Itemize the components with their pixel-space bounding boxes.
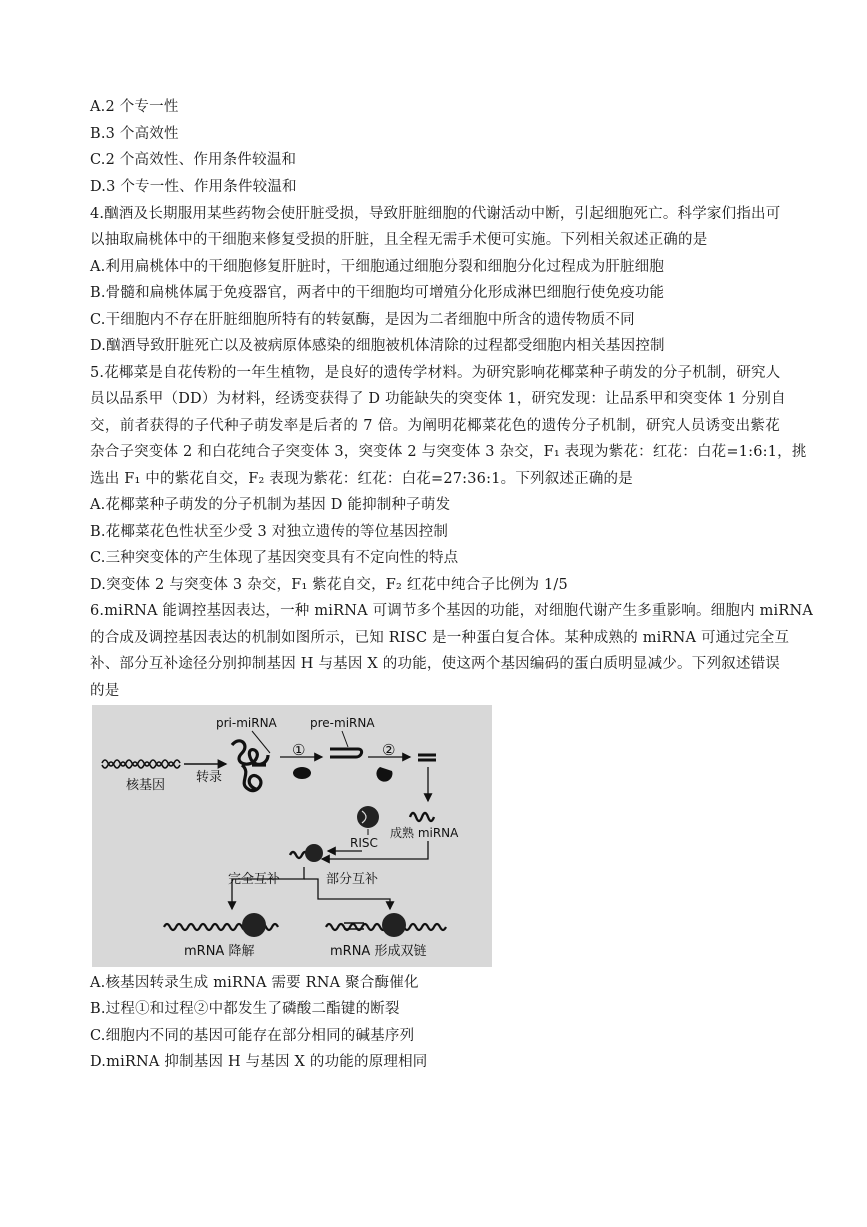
option-3b: B.3 个高效性 bbox=[90, 126, 179, 142]
mirna-diagram bbox=[92, 705, 492, 967]
option-5d: D.突变体 2 与突变体 3 杂交，F₁ 紫花自交，F₂ 红花中纯合子比例为 1/5 bbox=[90, 577, 568, 593]
option-4d: D.酗酒导致肝脏死亡以及被病原体感染的细胞被机体清除的过程都受细胞内相关基因控制 bbox=[90, 338, 665, 354]
question-5-stem-line3: 交，前者获得的子代种子萌发率是后者的 7 倍。为阐明花椰菜花色的遗传分子机制，研究人员诱变出紫花 bbox=[90, 418, 780, 434]
question-6-stem-line3: 补、部分互补途径分别抑制基因 H 与基因 X 的功能，使这两个基因编码的蛋白质明显减少。下列叙述错误 bbox=[90, 656, 780, 672]
pre-mirna-label: pre-miRNA bbox=[310, 716, 375, 730]
step-1-label: ① bbox=[292, 741, 306, 759]
question-5-stem-line1: 5.花椰菜是自花传粉的一年生植物，是良好的遗传学材料。为研究影响花椰菜种子萌发的分子机制，研究人 bbox=[90, 365, 781, 381]
option-6d: D.miRNA 抑制基因 H 与基因 X 的功能的原理相同 bbox=[90, 1054, 428, 1070]
option-4a: A.利用扁桃体中的干细胞修复肝脏时，干细胞通过细胞分裂和细胞分化过程成为肝脏细胞 bbox=[90, 259, 665, 275]
nuclear-gene-helix bbox=[102, 760, 180, 768]
option-3d: D.3 个专一性、作用条件较温和 bbox=[90, 179, 297, 195]
question-6-stem-line1: 6.miRNA 能调控基因表达，一种 miRNA 可调节多个基因的功能，对细胞代谢产生多重影响。细胞内 miRNA bbox=[90, 603, 814, 619]
question-6-stem-line2: 的合成及调控基因表达的机制如图所示，已知 RISC 是一种蛋白复合体。某种成熟的 miRNA 可通过完全互 bbox=[90, 630, 790, 646]
complex-risc bbox=[305, 844, 323, 862]
pre-pointer bbox=[342, 731, 348, 747]
option-5b: B.花椰菜花色性状至少受 3 对独立遗传的等位基因控制 bbox=[90, 524, 449, 540]
enzyme-1 bbox=[293, 767, 311, 779]
question-5-stem-line4: 杂合子突变体 2 和白花纯合子突变体 3，突变体 2 与突变体 3 杂交，F₁ 表现为紫花：红花：白花=1:6:1，挑 bbox=[90, 444, 807, 460]
mirna-duplex bbox=[418, 755, 436, 760]
pri-mirna-shape bbox=[232, 741, 268, 791]
option-3a: A.2 个专一性 bbox=[90, 99, 179, 115]
risc-label: RISC bbox=[350, 836, 378, 850]
option-3c: C.2 个高效性、作用条件较温和 bbox=[90, 152, 297, 168]
step-2-label: ② bbox=[382, 741, 396, 759]
option-4c: C.干细胞内不存在肝脏细胞所特有的转氨酶，是因为二者细胞中所含的遗传物质不同 bbox=[90, 312, 635, 328]
option-4b: B.骨髓和扁桃体属于免疫器官，两者中的干细胞均可增殖分化形成淋巴细胞行使免疫功能 bbox=[90, 285, 665, 301]
mirna-mechanism-figure bbox=[92, 705, 492, 967]
option-6b: B.过程①和过程②中都发生了磷酸二酯键的断裂 bbox=[90, 1001, 400, 1017]
duplex-label: mRNA 形成双链 bbox=[330, 944, 427, 959]
question-5-stem-line2: 员以品系甲（DD）为材料，经诱变获得了 D 功能缺失的突变体 1，研究发现：让品系甲和突变体 1 分别自 bbox=[90, 391, 786, 407]
question-4-stem-line2: 以抽取扁桃体中的干细胞来修复受损的肝脏，且全程无需手术便可实施。下列相关叙述正确的是 bbox=[90, 232, 708, 248]
option-6a: A.核基因转录生成 miRNA 需要 RNA 聚合酶催化 bbox=[90, 975, 419, 991]
risc-right bbox=[382, 913, 406, 937]
mature-mirna-label: 成熟 miRNA bbox=[390, 826, 459, 840]
pri-mirna-label: pri-miRNA bbox=[216, 716, 277, 730]
question-4-stem-line1: 4.酗酒及长期服用某些药物会使肝脏受损，导致肝脏细胞的代谢活动中断，引起细胞死亡。科学家们指出可 bbox=[90, 206, 781, 222]
full-complement-label: 完全互补 bbox=[228, 872, 281, 887]
risc-left bbox=[242, 913, 266, 937]
option-5c: C.三种突变体的产生体现了基因突变具有不定向性的特点 bbox=[90, 550, 459, 566]
option-6c: C.细胞内不同的基因可能存在部分相同的碱基序列 bbox=[90, 1028, 415, 1044]
option-5a: A.花椰菜种子萌发的分子机制为基因 D 能抑制种子萌发 bbox=[90, 497, 451, 513]
partial-complement-label: 部分互补 bbox=[326, 872, 379, 887]
enzyme-2 bbox=[376, 767, 392, 782]
gene-label: 核基因 bbox=[126, 778, 166, 793]
question-6-stem-line4: 的是 bbox=[90, 683, 120, 699]
mature-mirna-shape bbox=[410, 813, 434, 821]
pre-mirna-shape bbox=[330, 749, 362, 757]
question-5-stem-line5: 选出 F₁ 中的紫花自交，F₂ 表现为紫花：红花：白花=27:36:1。下列叙述正确的是 bbox=[90, 471, 633, 487]
transcribe-label: 转录 bbox=[196, 770, 223, 785]
degrade-label: mRNA 降解 bbox=[184, 944, 255, 959]
risc-blob bbox=[357, 806, 379, 828]
